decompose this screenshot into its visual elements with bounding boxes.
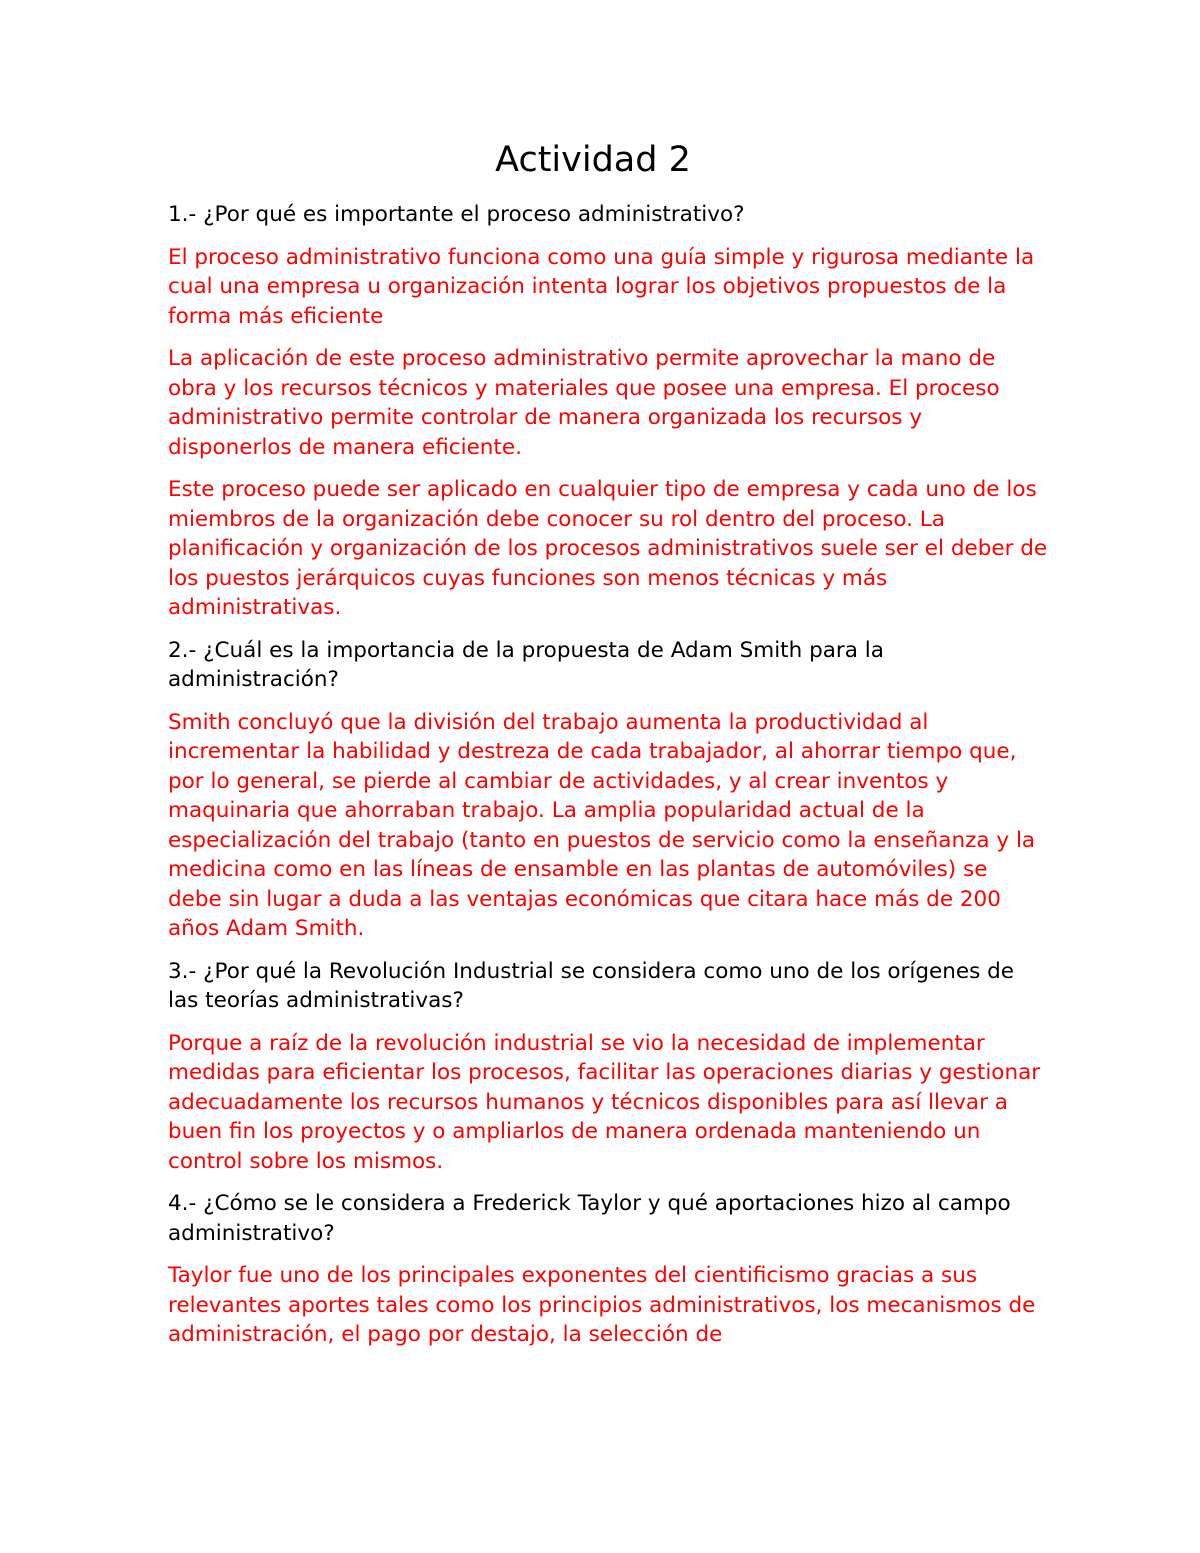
question-2: 2.- ¿Cuál es la importancia de la propuesta de Adam Smith para la administración?: [168, 637, 884, 692]
question-4: 4.- ¿Cómo se le considera a Frederick Taylor y qué aportaciones hizo al campo administrativo?: [168, 1191, 1011, 1246]
answer-1-paragraph-1: El proceso administrativo funciona como una guía simple y rigurosa mediante la cual una empresa u organización intenta lograr los objetivos propuestos de la forma más eficiente: [168, 244, 1035, 329]
question-3: 3.- ¿Por qué la Revolución Industrial se considera como uno de los orígenes de las teorías administrativas?: [168, 958, 1015, 1013]
document-body: [168, 200, 1048, 1363]
answer-3: Porque a raíz de la revolución industrial se vio la necesidad de implementar medidas para eficientar los procesos, facilitar las operaciones diarias y gestionar adecuadamente los recursos humanos y técnicos disponibles para así llevar a buen fin los proyectos y o ampliarlos de manera ordenada manteniendo un control sobre los mismos.: [168, 1030, 1041, 1174]
question-1: 1.- ¿Por qué es importante el proceso administrativo?: [168, 202, 745, 227]
answer-2: Smith concluyó que la división del trabajo aumenta la productividad al incrementar la habilidad y destreza de cada trabajador, al ahorrar tiempo que, por lo general, se pierde al cambiar de actividades, y al crear inventos y maquinaria que ahorraban trabajo. La amplia popularidad actual de la especialización del trabajo (tanto en puestos de servicio como la enseñanza y la medicina como en las líneas de ensamble en las plantas de automóviles) se debe sin lugar a duda a las ventajas económicas que citara hace más de 200 años Adam Smith.: [168, 709, 1036, 941]
document-title: Actividad 2: [495, 140, 691, 180]
answer-4: Taylor fue uno de los principales exponentes del cientificismo gracias a sus relevantes aportes tales como los principios administrativos, los mecanismos de administración, el pago por destajo, la selección de: [168, 1263, 1036, 1347]
answer-1-paragraph-3: Este proceso puede ser aplicado en cualquier tipo de empresa y cada uno de los miembros de la organización debe conocer su rol dentro del proceso. La planificación y organización de los procesos administrativos suele ser el deber de los puestos jerárquicos cuyas funciones son menos técnicas y más administrativas.: [168, 477, 1048, 620]
answer-1-paragraph-2: La aplicación de este proceso administrativo permite aprovechar la mano de obra y los recursos técnicos y materiales que posee una empresa. El proceso administrativo permite controlar de manera organizada los recursos y disponerlos de manera eficiente.: [168, 346, 1000, 460]
